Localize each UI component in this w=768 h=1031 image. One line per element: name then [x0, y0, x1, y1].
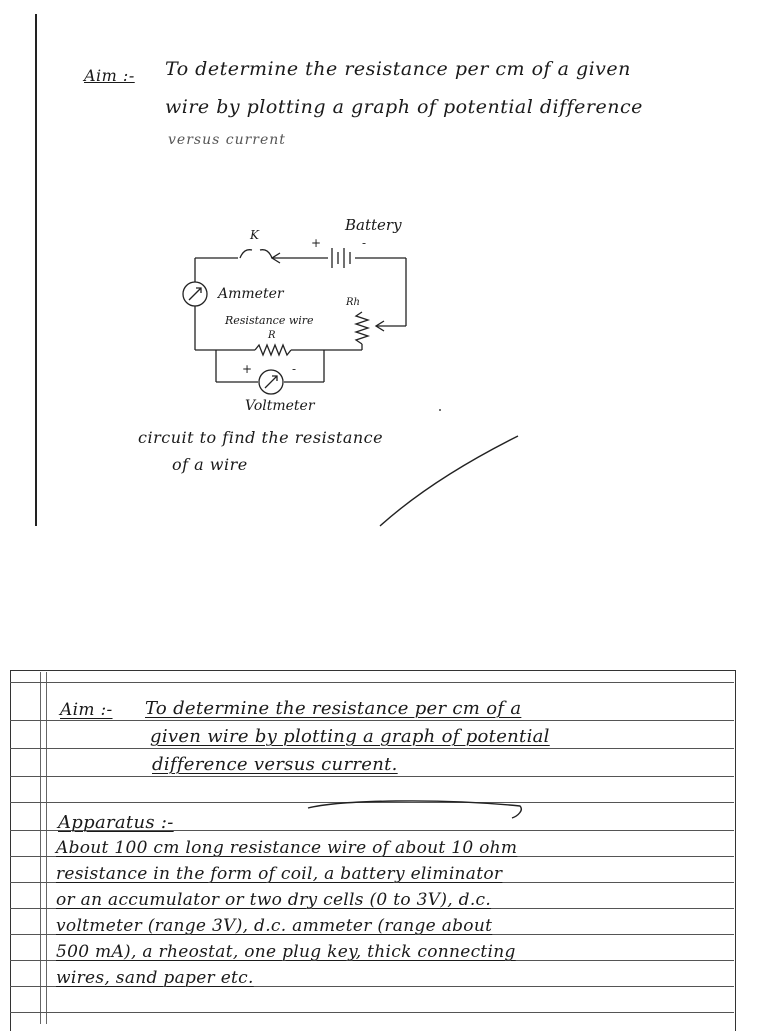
caption-line-1: circuit to find the resistance: [138, 428, 384, 447]
apparatus-line-1: About 100 cm long resistance wire of about 10 ohm: [56, 838, 518, 858]
aim-line-1: To determine the resistance per cm of a given: [165, 58, 631, 80]
voltmeter-label: Voltmeter: [245, 398, 315, 414]
voltmeter-minus: -: [292, 362, 297, 376]
ammeter-label: Ammeter: [218, 286, 284, 302]
aim-line-3: difference versus current.: [152, 754, 398, 775]
aim-label: Aim :-: [84, 66, 135, 85]
apparatus-line-6: wires, sand paper etc.: [56, 968, 254, 988]
resistance-wire-label: Resistance wire: [225, 314, 314, 327]
ammeter-icon: [183, 282, 207, 306]
resistance-wire-icon: [255, 345, 291, 355]
pen-stroke: [380, 436, 518, 526]
aim-line-1: To determine the resistance per cm of a: [145, 698, 522, 719]
aim-line-3: versus current: [168, 132, 286, 148]
key-label: K: [250, 228, 259, 242]
resistance-symbol: R: [268, 330, 276, 341]
apparatus-line-2: resistance in the form of coil, a battery eliminator: [56, 864, 503, 884]
rheostat-icon: [356, 312, 368, 344]
apparatus-line-5: 500 mA), a rheostat, one plug key, thick connecting: [56, 942, 516, 962]
aim-line-2: given wire by plotting a graph of potential: [150, 726, 550, 747]
voltmeter-plus: +: [242, 362, 253, 376]
battery-minus: -: [362, 236, 367, 250]
voltmeter-icon: [259, 370, 283, 394]
battery-label: Battery: [345, 216, 402, 234]
bottom-ruled-page: [0, 660, 768, 1024]
apparatus-heading: Apparatus :-: [58, 812, 174, 833]
apparatus-line-4: voltmeter (range 3V), d.c. ammeter (range about: [56, 916, 493, 936]
aim-label: Aim :-: [60, 700, 113, 720]
aim-line-2: wire by plotting a graph of potential difference: [165, 96, 643, 118]
rheostat-label: Rh: [346, 297, 360, 308]
battery-plus: +: [311, 236, 322, 250]
apparatus-line-3: or an accumulator or two dry cells (0 to 3V), d.c.: [56, 890, 492, 910]
caption-line-2: of a wire: [172, 455, 248, 474]
key-icon: [240, 250, 272, 258]
